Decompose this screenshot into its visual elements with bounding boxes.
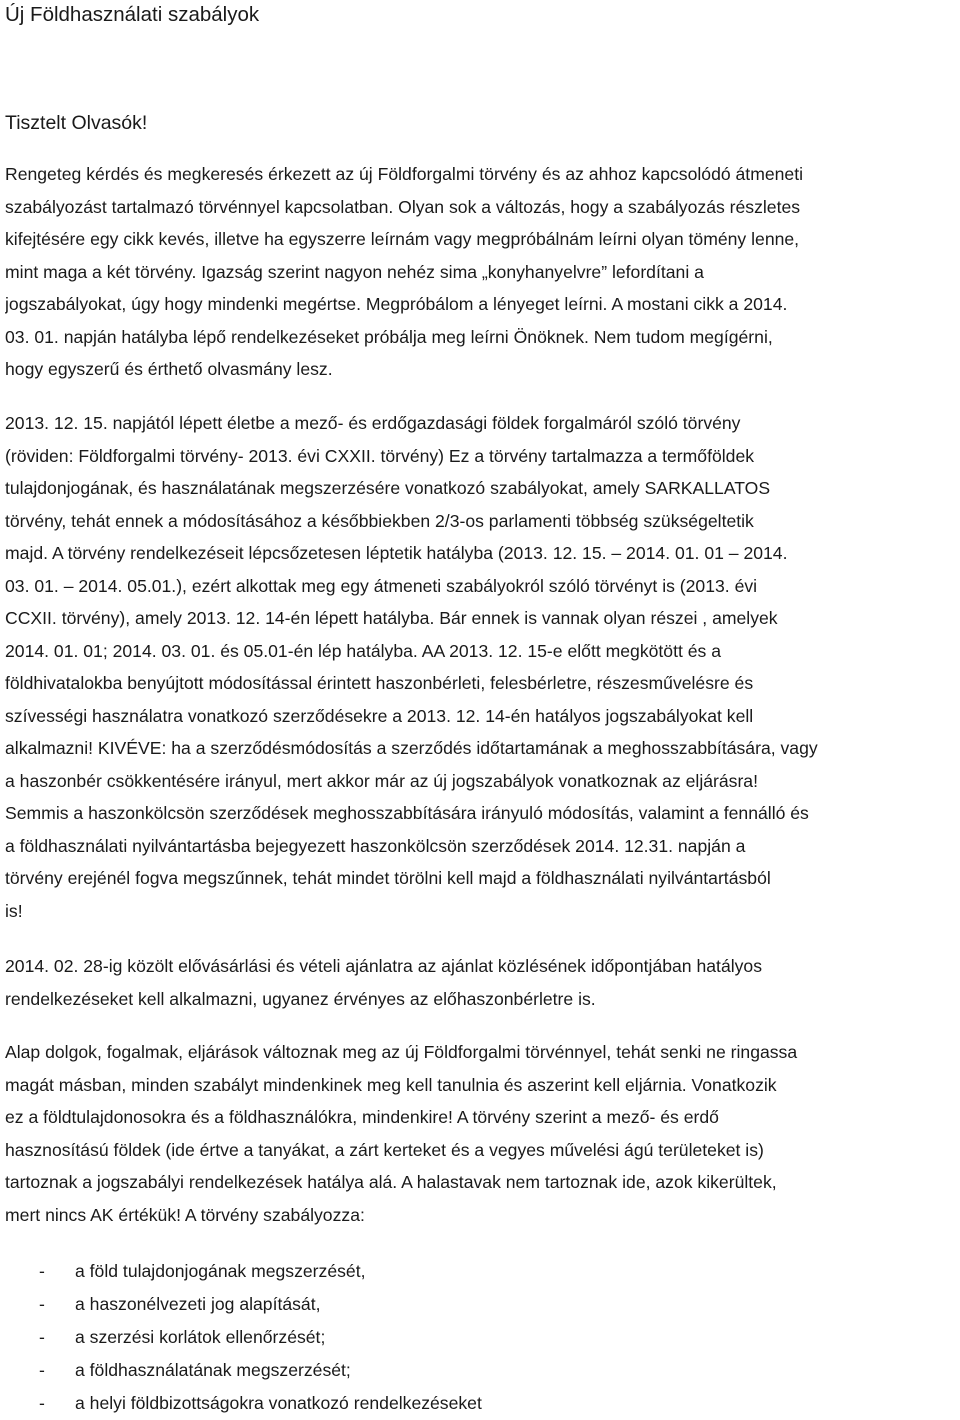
greeting: Tisztelt Olvasók! [5,112,148,134]
list-item [5,1321,482,1354]
document-title: Új Földhasználati szabályok [5,3,260,26]
paragraph-line: Rengeteg kérdés és megkeresés érkezett az új Földforgalmi törvény és az ahhoz kapcsolódó átmeneti [5,164,804,184]
paragraph-line: szabályozást tartalmazó törvénnyel kapcsolatban. Olyan sok a változás, hogy a szabályozás részletes [5,196,801,217]
paragraph-line: törvény erejénél fogva megszűnnek, tehát mindet törölni kell majd a földhasználati nyilvántartásból [5,868,771,888]
paragraph-line: törvény, tehát ennek a módosításához a későbbiekben 2/3-os parlamenti többség szükségeltetik [5,510,754,531]
paragraph-line: kifejtésére egy cikk kevés, illetve ha egyszerre leírnám vagy megpróbálnám leírni olyan tömény lenne, [5,229,800,249]
paragraph-line: hasznosítású földek (ide értve a tanyákat, a zárt kerteket és a vegyes művelési ágú területeket is) [5,1139,764,1160]
list-marker: - [39,1294,45,1314]
paragraph-line: alkalmazni! KIVÉVE: ha a szerződésmódosítás a szerződés időtartamának a meghosszabbítására, vagy [5,738,818,758]
paragraph-intro [5,158,955,386]
list-marker: - [39,1393,45,1413]
list-item-text: a földhasználatának megszerzését; [75,1360,351,1380]
paragraph-line: Semmis a haszonkölcsön szerződések meghosszabbítására irányuló módosítás, valamint a fennálló és [5,803,809,823]
paragraph-line: 2013. 12. 15. napjától lépett életbe a mező- és erdőgazdasági földek forgalmáról szóló törvény [5,413,741,433]
paragraph-line: majd. A törvény rendelkezéseit lépcsőzetesen léptetik hatályba (2013. 12. 15. – 2014. 01. 01 – 2014. [5,543,788,563]
paragraph-line: tulajdonjogának, és használatának megszerzésére vonatkozó szabályokat, amely SARKALLATOS [5,478,771,498]
paragraph-line: jogszabályokat, úgy hogy mindenki megértse. Megpróbálom a lényeget leírni. A mostani cikk a 2014. [5,294,788,314]
list-marker: - [39,1261,45,1281]
paragraph-line: magát másban, minden szabályt mindenkinek meg kell tanulnia és aszerint kell eljárnia. Vonatkozik [5,1074,777,1095]
paragraph-line: földhivatalokba benyújtott módosítással érintett haszonbérleti, felesbérletre, részesművelésre és [5,673,754,693]
paragraph-line: rendelkezéseket kell alkalmazni, ugyanez érvényes az előhaszonbérletre is. [5,988,596,1009]
list-item [5,1354,482,1387]
paragraph-line: Alap dolgok, fogalmak, eljárások változnak meg az új Földforgalmi törvénnyel, tehát senki ne ringassa [5,1042,798,1062]
list-marker: - [39,1360,45,1380]
list-item-text: a helyi földbizottságokra vonatkozó rendelkezéseket [75,1393,482,1413]
paragraph-line: a földhasználati nyilvántartásba bejegyezett haszonkölcsön szerződések 2014. 12.31. napján a [5,835,746,856]
list-item [5,1387,482,1420]
paragraph-line: (röviden: Földforgalmi törvény- 2013. évi CXXII. törvény) Ez a törvény tartalmazza a termőföldek [5,445,755,466]
list-item [5,1288,482,1321]
paragraph-line: 2014. 02. 28-ig közölt elővásárlási és vételi ajánlatra az ajánlat közlésének időpontjában hatályos [5,956,763,976]
paragraph-line: 03. 01. – 2014. 05.01.), ezért alkottak meg egy átmeneti szabályokról szóló törvényt is (2013. évi [5,575,758,596]
paragraph-offers [5,950,955,1015]
paragraph-line: tartoznak a jogszabályi rendelkezések hatálya alá. A halastavak nem tartoznak ide, azok kikerültek, [5,1172,777,1192]
paragraph-line: 03. 01. napján hatályba lépő rendelkezéseket próbálja meg leírni Önöknek. Nem tudom megígérni, [5,326,773,347]
paragraph-line: 2014. 01. 01; 2014. 03. 01. és 05.01-én lép hatályba. AA 2013. 12. 15-e előtt megkötött és a [5,640,722,661]
list-item-text: a föld tulajdonjogának megszerzését, [75,1261,366,1281]
list-marker: - [39,1327,45,1347]
paragraph-line: ez a földtulajdonosokra és a földhasználókra, mindenkire! A törvény szerint a mező- és erdő [5,1107,719,1127]
paragraph-line: mint maga a két törvény. Igazság szerint nagyon nehéz sima „konyhanyelvre” lefordítani a [5,261,704,282]
paragraph-line: is! [5,900,23,921]
paragraph-basics [5,1036,955,1231]
paragraph-line: mert nincs AK értékük! A törvény szabályozza: [5,1204,365,1225]
list-item-text: a haszonélvezeti jog alapítását, [75,1294,321,1314]
paragraph-line: CCXII. törvény), amely 2013. 12. 14-én lépett hatályba. Bár ennek is vannak olyan részei , amelyek [5,608,778,628]
paragraph-line: szívességi használatra vonatkozó szerződésekre a 2013. 12. 14-én hatályos jogszabályokat kell [5,705,754,726]
regulation-list [5,1255,482,1420]
paragraph-law-details [5,407,955,927]
paragraph-line: a haszonbér csökkentésére irányul, mert akkor már az új jogszabályok vonatkoznak az eljárásra! [5,770,758,791]
paragraph-line: hogy egyszerű és érthető olvasmány lesz. [5,359,333,379]
list-item [5,1255,482,1288]
list-item-text: a szerzési korlátok ellenőrzését; [75,1327,326,1347]
